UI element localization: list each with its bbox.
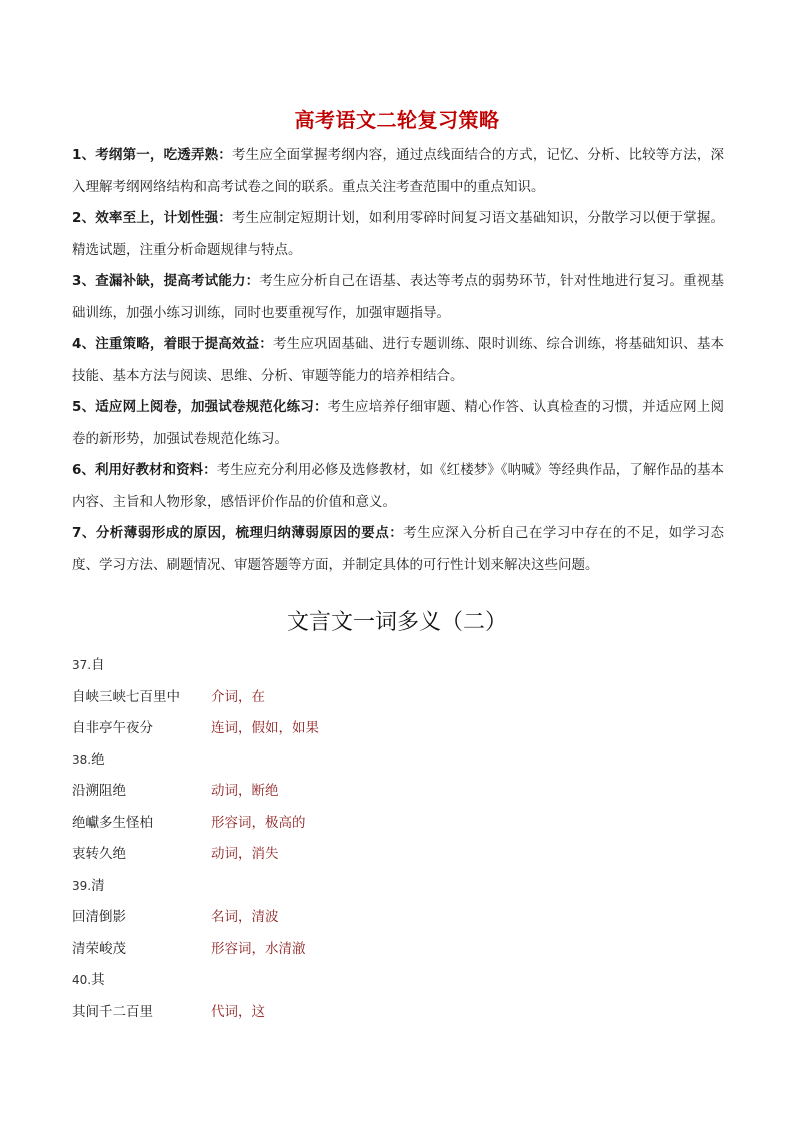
example-meaning: 代词，这 [211, 1003, 265, 1020]
example-row [72, 808, 724, 840]
strategy-text: 考生应全面掌握考纲内容，通过点线面结合的方式，记忆、分析、比较等方法，深入理解考纲网络结构和高考试卷之间的联系。重点关注考查范围中的重点知识。 [72, 147, 724, 195]
example-phrase: 沿溯阻绝 [72, 783, 126, 799]
entry-character: 清 [91, 877, 105, 894]
example-meaning: 动词，断绝 [211, 783, 279, 799]
example-row [72, 713, 724, 745]
entry-character: 绝 [91, 751, 105, 768]
entry-heading [72, 965, 724, 997]
example-meaning: 介词，在 [211, 688, 265, 705]
example-phrase: 衷转久绝 [72, 846, 126, 862]
entry-character: 自 [91, 657, 105, 673]
entry-heading [72, 871, 724, 903]
section-title: 文言文一词多义（二） [286, 610, 507, 635]
strategy-lead: 1、考纲第一，吃透弄熟： [72, 147, 232, 163]
entry-number: 37. [72, 658, 92, 672]
example-row [72, 839, 724, 871]
strategy-text: 考生应充分利用必修及选修教材，如《红楼梦》《呐喊》等经典作品，了解作品的基本内容、主旨和人物形象，感悟评价作品的价值和意义。 [72, 462, 724, 510]
example-phrase: 回清倒影 [72, 909, 126, 925]
strategy-lead: 2、效率至上，计划性强： [72, 210, 232, 226]
entry-number: 40. [72, 973, 92, 987]
strategy-item [72, 203, 724, 266]
strategy-text: 考生应巩固基础、进行专题训练、限时训练、综合训练，将基础知识、基本技能、基本方法与阅读、思维、分析、审题等能力的培养相结合。 [72, 336, 724, 384]
example-row [72, 997, 724, 1029]
strategy-lead: 5、适应网上阅卷，加强试卷规范化练习： [72, 399, 328, 415]
example-row [72, 682, 724, 714]
example-meaning: 动词，消失 [211, 846, 279, 862]
example-row [72, 776, 724, 808]
polysemy-list [72, 650, 724, 1028]
strategy-item [72, 392, 724, 455]
entry-number: 39. [72, 878, 92, 893]
example-meaning: 形容词，水清澈 [211, 940, 306, 957]
strategy-item [72, 455, 724, 518]
example-phrase: 绝巘多生怪柏 [72, 814, 153, 831]
entry-character: 其 [91, 972, 105, 988]
strategy-item [72, 518, 724, 581]
strategy-text: 考生应深入分析自己在学习中存在的不足，如学习态度、学习方法、刷题情况、审题答题等方面，并制定具体的可行性计划来解决这些问题。 [72, 525, 724, 573]
example-phrase: 其间千二百里 [72, 1003, 153, 1020]
strategy-text: 考生应制定短期计划，如利用零碎时间复习语文基础知识，分散学习以便于掌握。精选试题，注重分析命题规律与特点。 [72, 210, 724, 258]
entry-number: 38. [72, 752, 92, 767]
example-phrase: 清荣峻茂 [72, 940, 126, 957]
example-phrase: 自峡三峡七百里中 [72, 688, 180, 705]
page-title: 高考语文二轮复习策略 [294, 108, 500, 132]
strategy-text: 考生应培养仔细审题、精心作答、认真检查的习惯，并适应网上阅卷的新形势，加强试卷规范化练习。 [72, 399, 724, 447]
strategy-lead: 7、分析薄弱形成的原因，梳理归纳薄弱原因的要点： [72, 525, 404, 541]
example-row [72, 934, 724, 966]
example-meaning: 连词，假如，如果 [211, 720, 319, 736]
strategy-text: 考生应分析自己在语基、表达等考点的弱势环节，针对性地进行复习。重视基础训练，加强小练习训练，同时也要重视写作，加强审题指导。 [72, 273, 724, 321]
entry-heading [72, 745, 724, 777]
example-phrase: 自非亭午夜分 [72, 720, 153, 736]
strategy-item [72, 329, 724, 392]
strategy-list [72, 140, 724, 581]
strategy-lead: 3、查漏补缺，提高考试能力： [72, 273, 260, 289]
strategy-item [72, 266, 724, 329]
example-meaning: 形容词，极高的 [211, 814, 306, 831]
strategy-lead: 4、注重策略，着眼于提高效益： [72, 336, 273, 352]
example-row [72, 902, 724, 934]
entry-heading [72, 650, 724, 682]
strategy-lead: 6、利用好教材和资料： [72, 462, 217, 478]
example-meaning: 名词，清波 [211, 909, 279, 925]
strategy-item [72, 140, 724, 203]
